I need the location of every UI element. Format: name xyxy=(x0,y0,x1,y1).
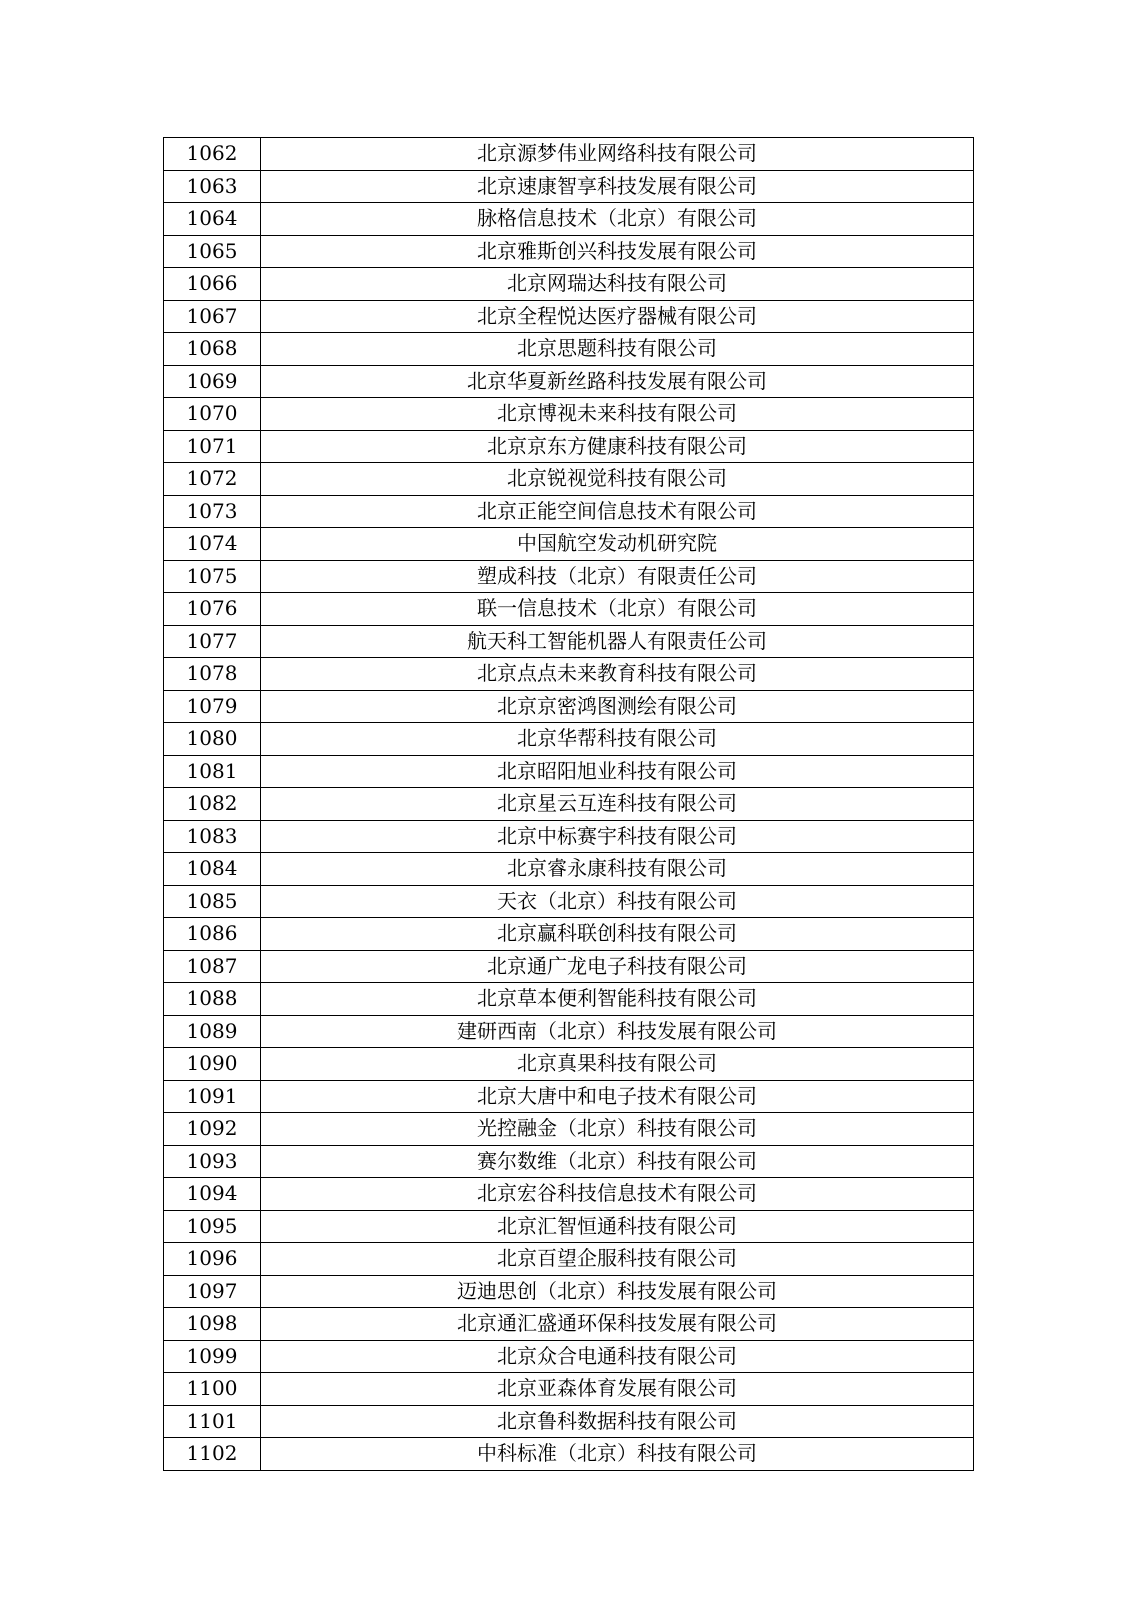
table-row xyxy=(164,1145,974,1178)
company-name-cell: 北京思题科技有限公司 xyxy=(261,333,974,366)
row-number-cell: 1066 xyxy=(164,268,261,301)
row-number-cell: 1084 xyxy=(164,853,261,886)
table-row xyxy=(164,918,974,951)
company-name-cell: 北京睿永康科技有限公司 xyxy=(261,853,974,886)
table-row xyxy=(164,300,974,333)
company-name-cell: 北京昭阳旭业科技有限公司 xyxy=(261,755,974,788)
table-row xyxy=(164,170,974,203)
table-row xyxy=(164,1438,974,1471)
company-name-cell: 中国航空发动机研究院 xyxy=(261,528,974,561)
company-name-cell: 北京通汇盛通环保科技发展有限公司 xyxy=(261,1308,974,1341)
row-number-cell: 1086 xyxy=(164,918,261,951)
company-name-cell: 北京宏谷科技信息技术有限公司 xyxy=(261,1178,974,1211)
company-name-cell: 北京百望企服科技有限公司 xyxy=(261,1243,974,1276)
table-row xyxy=(164,755,974,788)
row-number-cell: 1079 xyxy=(164,690,261,723)
row-number-cell: 1074 xyxy=(164,528,261,561)
table-row xyxy=(164,398,974,431)
table-row xyxy=(164,430,974,463)
row-number-cell: 1102 xyxy=(164,1438,261,1471)
table-row xyxy=(164,560,974,593)
company-name-cell: 脉格信息技术（北京）有限公司 xyxy=(261,203,974,236)
table-row xyxy=(164,495,974,528)
table-row xyxy=(164,1275,974,1308)
row-number-cell: 1093 xyxy=(164,1145,261,1178)
table-row xyxy=(164,723,974,756)
company-name-cell: 光控融金（北京）科技有限公司 xyxy=(261,1113,974,1146)
table-row xyxy=(164,1373,974,1406)
company-name-cell: 天衣（北京）科技有限公司 xyxy=(261,885,974,918)
row-number-cell: 1094 xyxy=(164,1178,261,1211)
company-name-cell: 北京大唐中和电子技术有限公司 xyxy=(261,1080,974,1113)
table-row xyxy=(164,983,974,1016)
table-row xyxy=(164,463,974,496)
company-name-cell: 北京鲁科数据科技有限公司 xyxy=(261,1405,974,1438)
row-number-cell: 1090 xyxy=(164,1048,261,1081)
table-row xyxy=(164,333,974,366)
row-number-cell: 1068 xyxy=(164,333,261,366)
row-number-cell: 1083 xyxy=(164,820,261,853)
company-name-cell: 北京源梦伟业网络科技有限公司 xyxy=(261,138,974,171)
company-name-cell: 北京中标赛宇科技有限公司 xyxy=(261,820,974,853)
company-name-cell: 联一信息技术（北京）有限公司 xyxy=(261,593,974,626)
table-row xyxy=(164,788,974,821)
table-row xyxy=(164,885,974,918)
row-number-cell: 1092 xyxy=(164,1113,261,1146)
company-name-cell: 北京京东方健康科技有限公司 xyxy=(261,430,974,463)
row-number-cell: 1070 xyxy=(164,398,261,431)
company-name-cell: 北京华帮科技有限公司 xyxy=(261,723,974,756)
table-row xyxy=(164,268,974,301)
table-row xyxy=(164,1080,974,1113)
row-number-cell: 1085 xyxy=(164,885,261,918)
table-row xyxy=(164,1340,974,1373)
company-list-body xyxy=(164,138,974,1471)
company-name-cell: 建研西南（北京）科技发展有限公司 xyxy=(261,1015,974,1048)
row-number-cell: 1067 xyxy=(164,300,261,333)
company-name-cell: 塑成科技（北京）有限责任公司 xyxy=(261,560,974,593)
company-name-cell: 北京博视未来科技有限公司 xyxy=(261,398,974,431)
table-row xyxy=(164,1405,974,1438)
table-row xyxy=(164,365,974,398)
table-row xyxy=(164,625,974,658)
row-number-cell: 1080 xyxy=(164,723,261,756)
table-row xyxy=(164,1048,974,1081)
row-number-cell: 1062 xyxy=(164,138,261,171)
row-number-cell: 1071 xyxy=(164,430,261,463)
row-number-cell: 1091 xyxy=(164,1080,261,1113)
company-name-cell: 北京华夏新丝路科技发展有限公司 xyxy=(261,365,974,398)
row-number-cell: 1082 xyxy=(164,788,261,821)
company-name-cell: 北京赢科联创科技有限公司 xyxy=(261,918,974,951)
table-row xyxy=(164,820,974,853)
table-row xyxy=(164,528,974,561)
company-list-table xyxy=(163,137,974,1471)
table-row xyxy=(164,593,974,626)
company-name-cell: 航天科工智能机器人有限责任公司 xyxy=(261,625,974,658)
table-row xyxy=(164,235,974,268)
company-name-cell: 北京网瑞达科技有限公司 xyxy=(261,268,974,301)
row-number-cell: 1076 xyxy=(164,593,261,626)
company-name-cell: 北京亚森体育发展有限公司 xyxy=(261,1373,974,1406)
company-name-cell: 北京正能空间信息技术有限公司 xyxy=(261,495,974,528)
row-number-cell: 1099 xyxy=(164,1340,261,1373)
row-number-cell: 1087 xyxy=(164,950,261,983)
table-row xyxy=(164,690,974,723)
company-name-cell: 中科标准（北京）科技有限公司 xyxy=(261,1438,974,1471)
row-number-cell: 1097 xyxy=(164,1275,261,1308)
company-name-cell: 赛尔数维（北京）科技有限公司 xyxy=(261,1145,974,1178)
row-number-cell: 1100 xyxy=(164,1373,261,1406)
company-name-cell: 北京速康智享科技发展有限公司 xyxy=(261,170,974,203)
row-number-cell: 1078 xyxy=(164,658,261,691)
table-row xyxy=(164,1113,974,1146)
row-number-cell: 1095 xyxy=(164,1210,261,1243)
company-name-cell: 北京京密鸿图测绘有限公司 xyxy=(261,690,974,723)
table-row xyxy=(164,853,974,886)
row-number-cell: 1101 xyxy=(164,1405,261,1438)
row-number-cell: 1081 xyxy=(164,755,261,788)
company-name-cell: 北京全程悦达医疗器械有限公司 xyxy=(261,300,974,333)
row-number-cell: 1073 xyxy=(164,495,261,528)
row-number-cell: 1096 xyxy=(164,1243,261,1276)
row-number-cell: 1098 xyxy=(164,1308,261,1341)
row-number-cell: 1089 xyxy=(164,1015,261,1048)
table-row xyxy=(164,138,974,171)
table-row xyxy=(164,1015,974,1048)
table-row xyxy=(164,203,974,236)
table-row xyxy=(164,1243,974,1276)
row-number-cell: 1063 xyxy=(164,170,261,203)
company-name-cell: 北京星云互连科技有限公司 xyxy=(261,788,974,821)
company-name-cell: 北京草本便利智能科技有限公司 xyxy=(261,983,974,1016)
company-name-cell: 北京雅斯创兴科技发展有限公司 xyxy=(261,235,974,268)
company-name-cell: 迈迪思创（北京）科技发展有限公司 xyxy=(261,1275,974,1308)
row-number-cell: 1088 xyxy=(164,983,261,1016)
company-name-cell: 北京通广龙电子科技有限公司 xyxy=(261,950,974,983)
company-name-cell: 北京点点未来教育科技有限公司 xyxy=(261,658,974,691)
table-row xyxy=(164,1210,974,1243)
row-number-cell: 1069 xyxy=(164,365,261,398)
table-row xyxy=(164,658,974,691)
row-number-cell: 1077 xyxy=(164,625,261,658)
row-number-cell: 1072 xyxy=(164,463,261,496)
row-number-cell: 1065 xyxy=(164,235,261,268)
row-number-cell: 1064 xyxy=(164,203,261,236)
table-row xyxy=(164,950,974,983)
table-row xyxy=(164,1308,974,1341)
company-name-cell: 北京真果科技有限公司 xyxy=(261,1048,974,1081)
company-name-cell: 北京众合电通科技有限公司 xyxy=(261,1340,974,1373)
row-number-cell: 1075 xyxy=(164,560,261,593)
table-row xyxy=(164,1178,974,1211)
company-name-cell: 北京锐视觉科技有限公司 xyxy=(261,463,974,496)
company-name-cell: 北京汇智恒通科技有限公司 xyxy=(261,1210,974,1243)
